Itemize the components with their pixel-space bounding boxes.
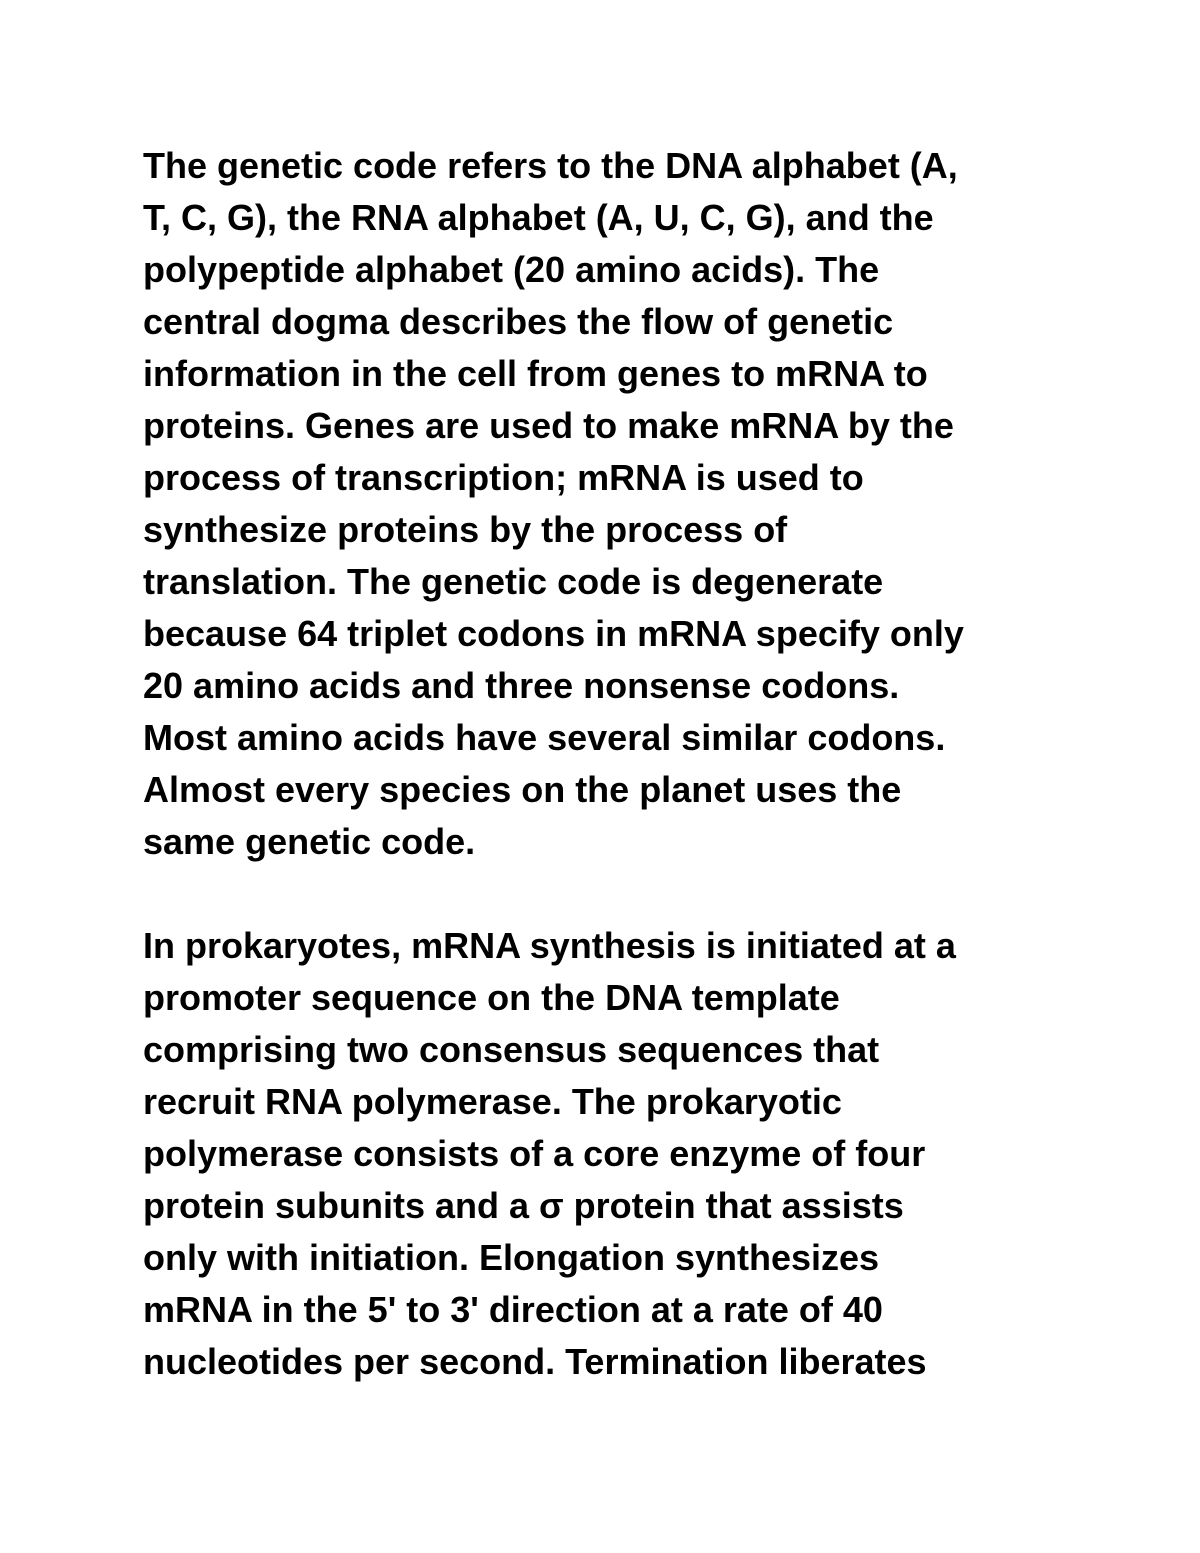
text-line: protein subunits and a σ protein that assists	[143, 1185, 904, 1226]
paragraph-spacer	[143, 868, 1063, 920]
text-line: T, C, G), the RNA alphabet (A, U, C, G), and the	[143, 197, 934, 238]
text-line: proteins. Genes are used to make mRNA by the	[143, 405, 954, 446]
text-line: because 64 triplet codons in mRNA specify only	[143, 613, 964, 654]
text-line: Most amino acids have several similar codons.	[143, 717, 946, 758]
paragraph-1	[143, 140, 1063, 868]
text-line: nucleotides per second. Termination liberates	[143, 1341, 927, 1382]
text-line: only with initiation. Elongation synthesizes	[143, 1237, 880, 1278]
document-body	[143, 140, 1063, 1388]
text-line: translation. The genetic code is degenerate	[143, 561, 884, 602]
text-line: process of transcription; mRNA is used to	[143, 457, 864, 498]
text-line: polypeptide alphabet (20 amino acids). The	[143, 249, 880, 290]
text-line: comprising two consensus sequences that	[143, 1029, 880, 1070]
text-line: synthesize proteins by the process of	[143, 509, 788, 550]
text-line: 20 amino acids and three nonsense codons.	[143, 665, 900, 706]
paragraph-2	[143, 920, 1063, 1388]
text-line: The genetic code refers to the DNA alphabet (A,	[143, 145, 958, 186]
text-line: information in the cell from genes to mRNA to	[143, 353, 928, 394]
text-line: In prokaryotes, mRNA synthesis is initiated at a	[143, 925, 956, 966]
text-line: central dogma describes the flow of genetic	[143, 301, 894, 342]
text-line: recruit RNA polymerase. The prokaryotic	[143, 1081, 842, 1122]
text-line: promoter sequence on the DNA template	[143, 977, 840, 1018]
text-line: polymerase consists of a core enzyme of four	[143, 1133, 926, 1174]
text-line: same genetic code.	[143, 821, 476, 862]
text-line: Almost every species on the planet uses the	[143, 769, 902, 810]
text-line: mRNA in the 5' to 3' direction at a rate of 40	[143, 1289, 883, 1330]
